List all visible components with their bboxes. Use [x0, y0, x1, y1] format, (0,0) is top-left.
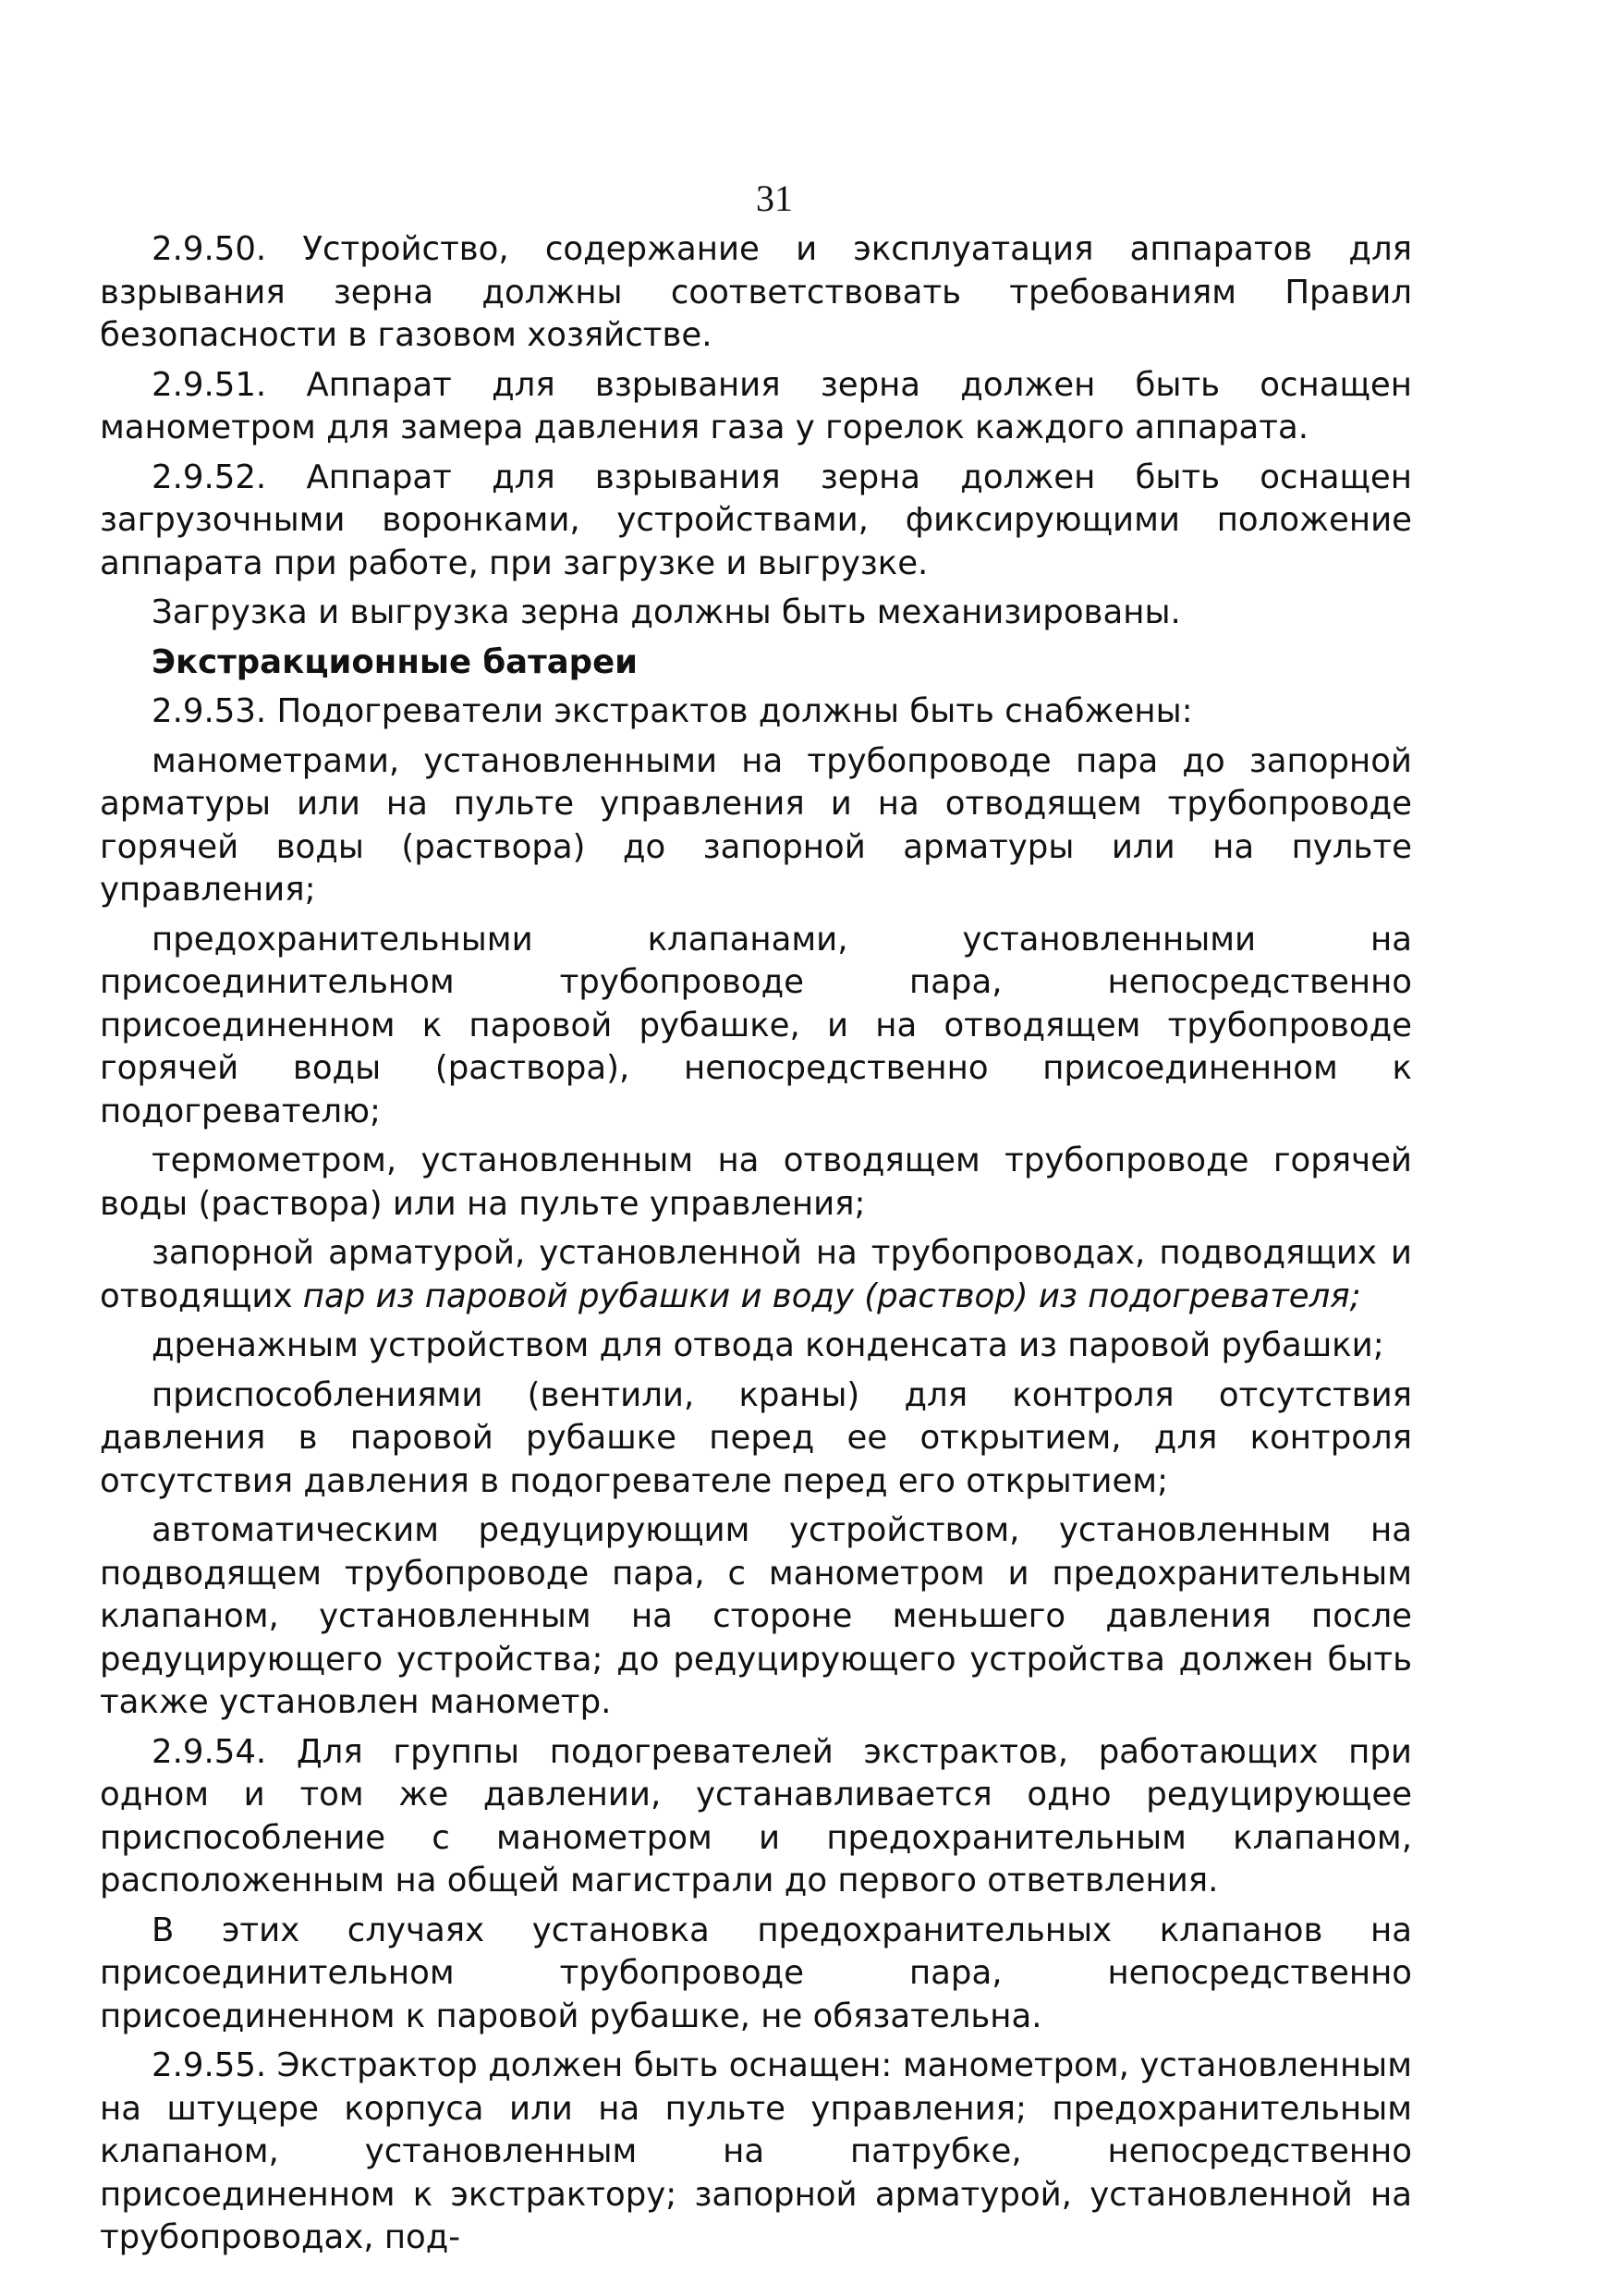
shutoff-valves-italic-text: пар из паровой рубашки и воду (раствор) из подогревателя;: [302, 1276, 1361, 1315]
section-heading: Экстракционные батареи: [152, 642, 639, 681]
list-item-manometers: манометрами, установленными на трубопроводе пара до запорной арматуры или на пульте управления и на отводящем трубопроводе горячей воды (раствора) до запорной арматуры или на пульте управления;: [100, 741, 1412, 909]
page-number: 31: [756, 177, 793, 219]
list-item-thermometer: термометром, установленным на отводящем трубопроводе горячей воды (раствора) или на пульте управления;: [100, 1142, 1412, 1223]
list-item-safety-valves: предохранительными клапанами, установленными на присоединительном трубопроводе пара, непосредственно присоединенном к паровой рубашке, и на отводящем трубопроводе горячей воды (раствора), непосредственно присоединенном к подогревателю;: [100, 920, 1412, 1130]
paragraph-valves-optional: В этих случаях установка предохранительных клапанов на присоединительном трубопроводе пара, непосредственно присоединенном к паровой рубашке, не обязательна.: [100, 1911, 1412, 2035]
shutoff-valves-text: запорной арматурой, установленной на трубопроводах, подводящих и отводящих: [100, 1234, 1412, 1315]
paragraph-2-9-51: 2.9.51. Аппарат для взрывания зерна должен быть оснащен манометром для замера давления газа у горелок каждого аппарата.: [100, 365, 1412, 446]
paragraph-2-9-54: 2.9.54. Для группы подогревателей экстрактов, работающих при одном и том же давлении, устанавливается одно редуцирующее приспособление с манометром и предохранительным клапаном, расположенным на общей магистрали до первого ответвления.: [100, 1732, 1412, 1899]
document-page: [100, 177, 1412, 2266]
list-item-reducing-device: автоматическим редуцирующим устройством, установленным на подводящем трубопроводе пара, с манометром и предохранительным клапаном, установленным на стороне меньшего давления после редуцирующего устройства; до редуцирующего устройства должен быть также установлен манометр.: [100, 1511, 1412, 1721]
list-item-pressure-control: приспособлениями (вентили, краны) для контроля отсутствия давления в паровой рубашке перед ее открытием, для контроля отсутствия давления в подогревателе перед его открытием;: [100, 1375, 1412, 1500]
paragraph-2-9-50: 2.9.50. Устройство, содержание и эксплуатация аппаратов для взрывания зерна должны соответствовать требованиям Правил безопасности в газовом хозяйстве.: [100, 230, 1412, 354]
paragraph-2-9-55: 2.9.55. Экстрактор должен быть оснащен: манометром, установленным на штуцере корпуса или на пульте управления; предохранительным клапаном, установленным на патрубке, непосредственно присоединенном к экстрактору; запорной арматурой, установленной на трубопроводах, под-: [100, 2046, 1412, 2256]
list-item-shutoff-valves: [100, 1232, 1412, 1318]
list-item-drainage: дренажным устройством для отвода конденсата из паровой рубашки;: [152, 1326, 1384, 1364]
paragraph-loading-mechanized: Загрузка и выгрузка зерна должны быть механизированы.: [152, 593, 1181, 631]
paragraph-2-9-53: 2.9.53. Подогреватели экстрактов должны быть снабжены:: [152, 692, 1193, 730]
paragraph-2-9-52: 2.9.52. Аппарат для взрывания зерна должен быть оснащен загрузочными воронками, устройствами, фиксирующими положение аппарата при работе, при загрузке и выгрузке.: [100, 458, 1412, 582]
